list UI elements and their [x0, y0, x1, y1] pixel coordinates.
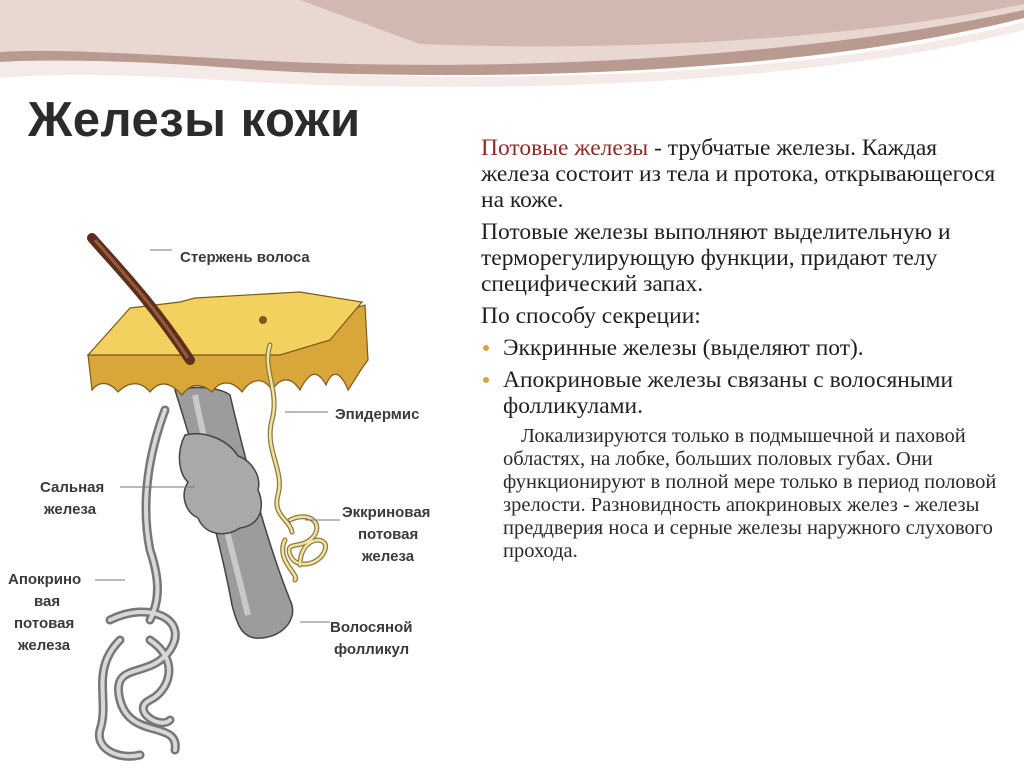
label-apocrine-4: железа — [18, 637, 71, 654]
label-epidermis: Эпидермис — [335, 406, 420, 423]
label-eccrine-2: потовая — [358, 526, 419, 543]
skin-glands-diagram — [0, 220, 470, 767]
secretion-heading: По способу секреции: — [481, 303, 701, 329]
label-hair-shaft: Стержень волоса — [180, 249, 310, 266]
label-apocrine-3: потовая — [14, 615, 75, 632]
apocrine-gland-coil — [99, 410, 175, 756]
slide-title: Железы кожи — [28, 93, 361, 147]
intro-term: Потовые железы — [481, 135, 649, 161]
apocrine-note: Локализируются только в подмышечной и паховой областях, на лобке, больших половых губах. Они функционируют в полной мере только в период половой зрелости. Разновидность апокриновых желез - железы преддверия носа и серные железы наружного слухового прохода. — [503, 425, 997, 562]
intro-rest: - трубчатые железы. Каждая железа состоит из тела и протока, открывающегося на коже. — [481, 135, 996, 213]
secretion-list — [481, 335, 1011, 419]
bullet-item-eccrine — [481, 335, 1011, 361]
bullet-dot-icon — [483, 377, 489, 383]
bullet-text: Эккринные железы (выделяют пот). — [503, 335, 864, 361]
label-follicle-2: фолликул — [334, 641, 410, 658]
bullet-text: Апокриновые железы связаны с волосяными фолликулами. — [503, 367, 954, 419]
label-sebaceous-2: железа — [44, 501, 97, 518]
intro-paragraph — [481, 135, 1011, 213]
label-eccrine-1: Эккриновая — [342, 504, 431, 521]
bullet-item-apocrine — [481, 367, 1011, 419]
function-paragraph: Потовые железы выполняют выделительную и терморегулирующую функции, придают телу специфический запах. — [481, 219, 951, 297]
label-apocrine-1: Апокрино — [8, 571, 82, 588]
bullet-dot-icon — [483, 345, 489, 351]
sebaceous-gland — [179, 434, 261, 534]
slide-text — [481, 135, 1011, 563]
label-eccrine-3: железа — [362, 548, 415, 565]
label-sebaceous-1: Сальная — [40, 479, 105, 496]
label-follicle-1: Волосяной — [330, 619, 413, 636]
label-apocrine-2: вая — [34, 593, 61, 610]
